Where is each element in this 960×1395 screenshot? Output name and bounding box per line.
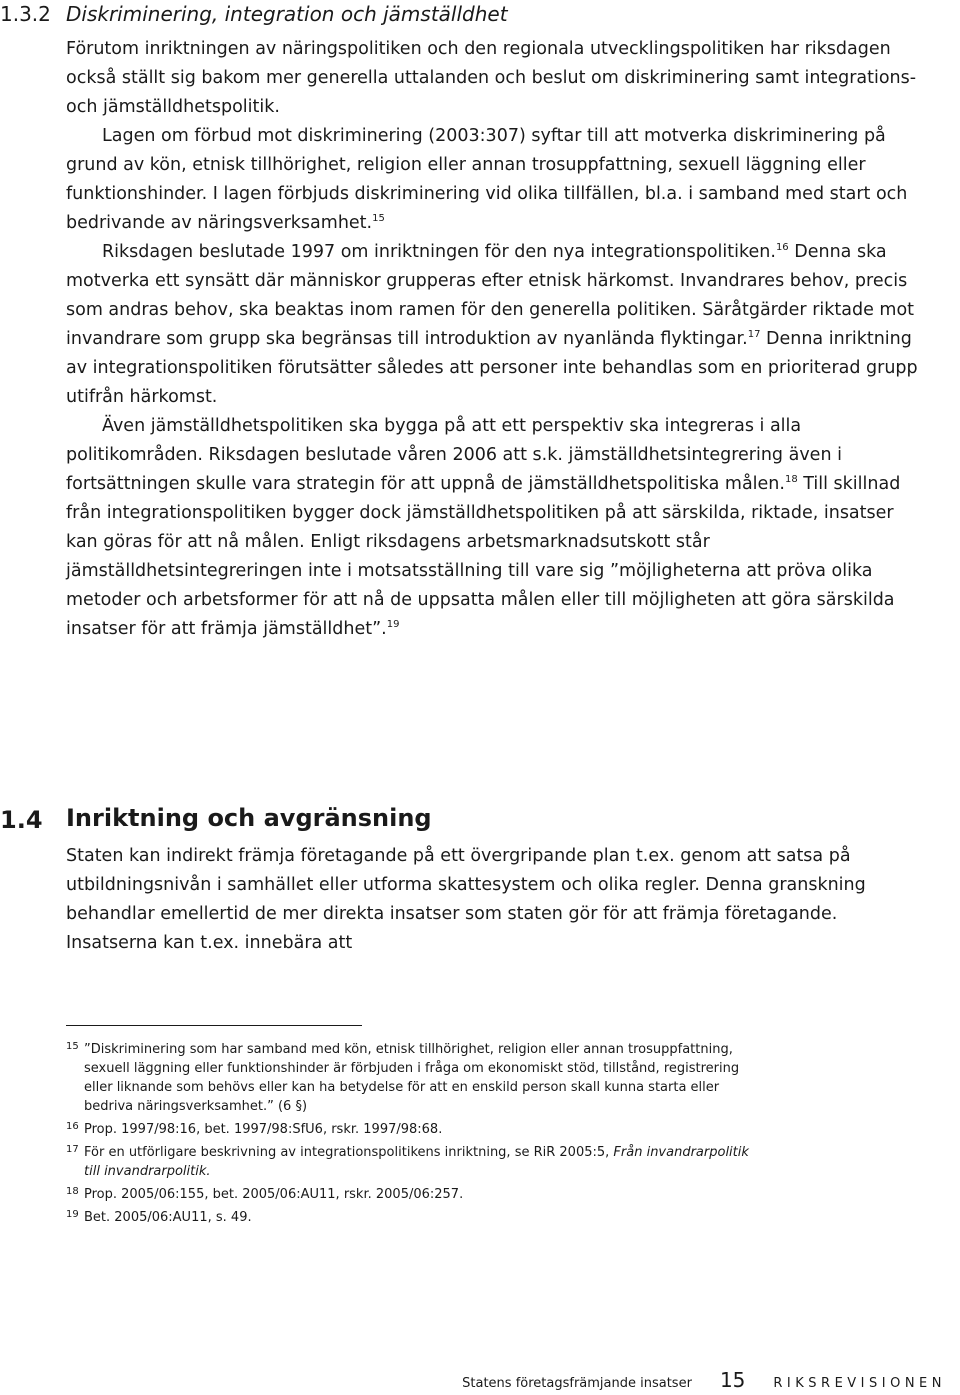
text-run: Bet. 2005/06:AU11, s. 49. [84,1210,252,1225]
footnote [66,1143,766,1181]
text-run: Denna ska motverka ett synsätt där människor grupperas efter etnisk härkomst. Invandrares behov, precis som andras behov, ska beaktas inom ramen för den generella politiken. Säråtgärder riktade mot invandrare som grupp ska begränsas till introduktion av nyanlända flyktingar. [66,242,915,349]
text-run: Prop. 2005/06:155, bet. 2005/06:AU11, rskr. 2005/06:257. [84,1187,464,1202]
text-run: Prop. 1997/98:16, bet. 1997/98:SfU6, rskr. 1997/98:68. [84,1122,443,1137]
footnote-ref: 18 [784,474,798,486]
section-title: Inriktning och avgränsning [66,804,432,832]
paragraph [66,35,926,122]
footer-brand: RIKSREVISIONEN [773,1376,946,1391]
paragraph [66,842,926,958]
footnote [66,1040,766,1116]
footnote-number: 16 [66,1121,79,1132]
footnote-ref: 19 [386,619,400,631]
footnote-number: 17 [66,1144,79,1155]
footnote-number: 19 [66,1209,79,1220]
text-run: Denna inriktning av integrationspolitiken förutsätter således att personer inte behandlas som en prioriterad grupp utifrån härkomst. [66,329,918,407]
text-run: För en utförligare beskrivning av integrationspolitikens inriktning, se RiR 2005:5, [84,1145,614,1160]
section-title: Diskriminering, integration och jämställdhet [66,2,508,26]
footer-title: Statens företagsfrämjande insatser [462,1376,692,1391]
footnote [66,1120,766,1139]
footnote [66,1185,766,1204]
footnotes [66,1040,766,1231]
footnote-rule [66,1025,362,1026]
footnote [66,1208,766,1227]
footnote-ref: 17 [747,329,761,341]
italic-text: Från invandrarpolitik till invandrarpolitik. [84,1145,749,1179]
text-run: ”Diskriminering som har samband med kön, etnisk tillhörighet, religion eller annan trosuppfattning, sexuell läggning eller funktionshinder är förbjuden i fråga om ekonomiskt stöd, tillstånd, registrering eller liknande som behövs eller kan ha betydelse för att en enskild person skall kunna starta eller bedriva näringsverksamhet.” (6 §) [84,1042,740,1114]
section-number: 1.3.2 [0,2,51,26]
text-run: Riksdagen beslutade 1997 om inriktningen för den nya integrationspolitiken. [102,242,776,262]
page-footer [462,1368,946,1392]
paragraph [66,412,926,644]
text-run: Även jämställdhetspolitiken ska bygga på att ett perspektiv ska integreras i alla politikområden. Riksdagen beslutade våren 2006 att s.k. jämställdhetsintegrering även i fortsättningen skulle vara strategin för att uppnå de jämställdhetspolitiska målen. [66,416,842,494]
footnote-number: 15 [66,1041,79,1052]
text-run: Till skillnad från integrationspolitiken bygger dock jämställdhetspolitiken på att särskilda, riktade, insatser kan göras för att nå målen. Enligt riksdagens arbetsmarknadsutskott står jämställdhetsintegreringen inte i motsatsställning till vare sig ”möjligheterna att pröva olika metoder och arbetsformer för att nå de uppsatta målen eller till möjligheten att göra särskilda insatser för att främja jämställdhet”. [66,474,901,639]
text-run: Lagen om förbud mot diskriminering (2003:307) syftar till att motverka diskriminering på grund av kön, etnisk tillhörighet, religion eller annan trosuppfattning, sexuell läggning eller funktionshinder. I lagen förbjuds diskriminering vid olika tillfällen, bl.a. i samband med start och bedrivande av näringsverksamhet. [66,126,908,233]
section-body [66,35,926,644]
section-body [66,842,926,958]
paragraph [66,122,926,238]
text-run: Staten kan indirekt främja företagande på ett övergripande plan t.ex. genom att satsa på utbildningsnivån i samhället eller utforma skattesystem och olika regler. Denna granskning behandlar emellertid de mer direkta insatser som staten gör för att främja företagande. Insatserna kan t.ex. innebära att [66,846,866,953]
text-run: Förutom inriktningen av näringspolitiken och den regionala utvecklingspolitiken har riksdagen också ställt sig bakom mer generella uttalanden och beslut om diskriminering samt integrations- och jämställdhetspolitik. [66,39,917,117]
section-number: 1.4 [0,806,43,834]
footnote-ref: 16 [775,242,789,254]
page-number: 15 [719,1368,746,1392]
footnote-ref: 15 [372,213,385,225]
footnote-number: 18 [66,1186,79,1197]
paragraph [66,238,926,412]
